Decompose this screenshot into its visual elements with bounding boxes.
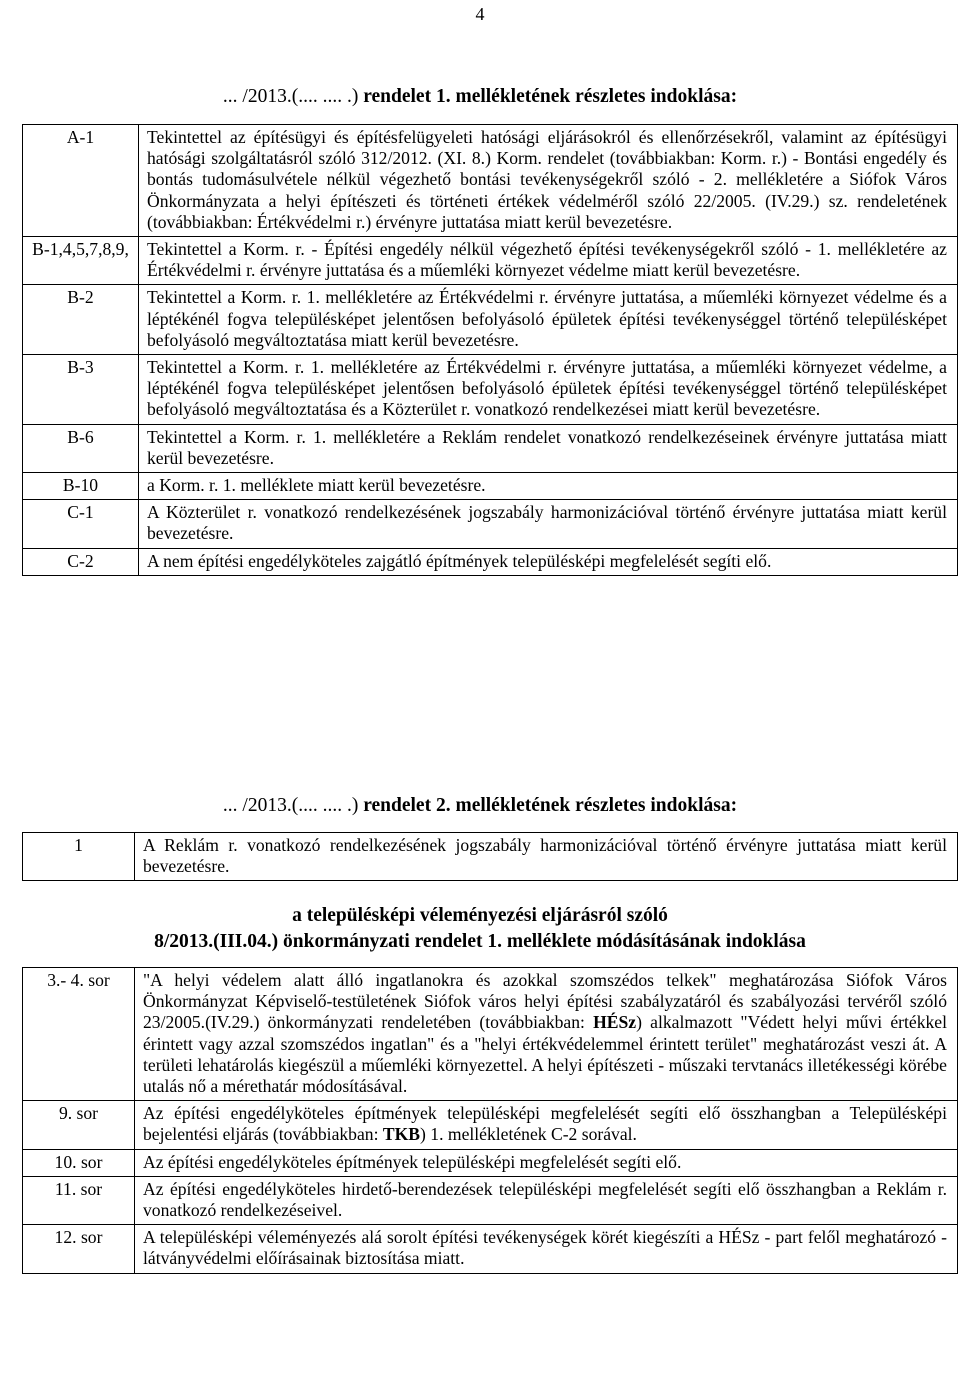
row-text: Tekintettel a Korm. r. - Építési engedély nélkül végezhető építési tevékenységekről szóló - 1. mellékletére az Értékvédelmi r. érvényre juttatása és a műemléki környezet védelme miatt kerül bevezetésre. bbox=[139, 237, 958, 285]
table-row bbox=[23, 237, 958, 285]
row-text: Tekintettel a Korm. r. 1. mellékletére az Értékvédelmi r. érvényre juttatása, a műemléki környezet védelme és a léptékénél fogva településképet jelentősen befolyásoló épületek építési tevékenységgel történő településképet befolyásoló megváltoztatása miatt kerül bevezetésre. bbox=[139, 285, 958, 355]
row-code: 10. sor bbox=[23, 1149, 135, 1176]
row-code: B-6 bbox=[23, 424, 139, 472]
section2-heading-main: rendelet 2. mellékletének részletes indoklása: bbox=[363, 795, 738, 816]
row-code: C-1 bbox=[23, 500, 139, 548]
table-row bbox=[23, 500, 958, 548]
section3-table bbox=[22, 967, 958, 1274]
row-code: 9. sor bbox=[23, 1101, 135, 1149]
row-text: a Korm. r. 1. melléklete miatt kerül bevezetésre. bbox=[139, 473, 958, 500]
row-code: B-10 bbox=[23, 473, 139, 500]
table-row bbox=[23, 424, 958, 472]
section3-heading-line2: 8/2013.(III.04.) önkormányzati rendelet 1. melléklete módásításának indoklása bbox=[154, 931, 806, 952]
table-row bbox=[23, 355, 958, 425]
section3-heading-line1: a településképi véleményezési eljárásról szóló bbox=[292, 905, 668, 926]
table-row bbox=[23, 125, 958, 237]
row-text: A Reklám r. vonatkozó rendelkezésének jogszabály harmonizációval történő érvényre juttatása miatt kerül bevezetésre. bbox=[135, 833, 958, 881]
section1-heading-main: rendelet 1. mellékletének részletes indoklása: bbox=[363, 86, 738, 107]
section1-table bbox=[22, 124, 958, 576]
abbr-bold: TKB bbox=[382, 1124, 421, 1145]
row-text: Az építési engedélyköteles hirdető-berendezések településképi megfelelését segíti elő összhangban a Reklám r. vonatkozó rendelkezéseivel. bbox=[135, 1176, 958, 1224]
section1-heading-prefix: ... /2013.(.... .... .) bbox=[222, 86, 359, 107]
row-text: Tekintettel a Korm. r. 1. mellékletére az Értékvédelmi r. érvényre juttatása, a műemléki környezet védelme, a léptékénél fogva településképet jelentősen befolyásoló épületek építési tevékenységgel történő településképet befolyásoló megváltoztatása és a Közterület r. vonatkozó rendelkezései miatt kerül bevezetésre. bbox=[139, 355, 958, 425]
row-text: A Közterület r. vonatkozó rendelkezésének jogszabály harmonizációval történő érvényre juttatása miatt kerül bevezetésre. bbox=[139, 500, 958, 548]
section2-heading bbox=[0, 795, 960, 817]
table-row bbox=[23, 473, 958, 500]
row-text: "A helyi védelem alatt álló ingatlanokra és azokkal szomszédos telkek" meghatározása Siófok Város Önkormányzat Képviselő-testületének Siófok város helyi építési szabályzatáról és szabályozási tervéről szóló 23/2005.(IV.29.) önkormányzati rendeletében (továbbiakban: HÉSz) alkalmazott "Védett helyi művi értékkel érintett vagy azzal szomszédos ingatlan" és a "helyi értékvédelemmel érintett terület" meghatározást veszi át. A területi lehatárolás kiegészül a műemléki környezettel. A helyi építészeti - műszaki tervtanács illetékességi körébe utalás nő a mérethatár módosításával. bbox=[135, 968, 958, 1101]
table-row bbox=[23, 1101, 958, 1149]
row-code: B-1,4,5,7,8,9, bbox=[23, 237, 139, 285]
abbr-bold: HÉSz bbox=[593, 1012, 637, 1033]
page-number: 4 bbox=[475, 4, 485, 24]
table-row bbox=[23, 968, 958, 1101]
row-code: 12. sor bbox=[23, 1225, 135, 1273]
table-row bbox=[23, 1176, 958, 1224]
row-code: 1 bbox=[23, 833, 135, 881]
section2-heading-prefix: ... /2013.(.... .... .) bbox=[222, 795, 359, 816]
table-row bbox=[23, 1149, 958, 1176]
row-text: A nem építési engedélyköteles zajgátló építmények településképi megfelelését segíti elő. bbox=[139, 548, 958, 575]
table-row bbox=[23, 285, 958, 355]
row-text: Az építési engedélyköteles építmények településképi megfelelését segíti elő összhangban a Településképi bejelentési eljárás (továbbiakban: TKB) 1. mellékletének C-2 sorával. bbox=[135, 1101, 958, 1149]
section1-heading bbox=[0, 86, 960, 108]
row-text: Az építési engedélyköteles építmények településképi megfelelését segíti elő. bbox=[135, 1149, 958, 1176]
row-code: B-2 bbox=[23, 285, 139, 355]
row-code: 11. sor bbox=[23, 1176, 135, 1224]
table-row bbox=[23, 1225, 958, 1273]
row-text: Tekintettel a Korm. r. 1. mellékletére a Reklám rendelet vonatkozó rendelkezéseinek érvényre juttatása miatt kerül bevezetésre. bbox=[139, 424, 958, 472]
section2-table bbox=[22, 832, 958, 881]
table-row bbox=[23, 548, 958, 575]
row-code: B-3 bbox=[23, 355, 139, 425]
table-row bbox=[23, 833, 958, 881]
row-text: A településképi véleményezés alá sorolt építési tevékenységek körét kiegészíti a HÉSz - part felől meghatározó - látványvédelmi előírásainak biztosítása miatt. bbox=[135, 1225, 958, 1273]
row-code: C-2 bbox=[23, 548, 139, 575]
row-text: Tekintettel az építésügyi és építésfelügyeleti hatósági eljárásokról és ellenőrzésekről, valamint az építésügyi hatósági szolgáltatásról szóló 312/2012. (XI. 8.) Korm. rendelet (továbbiakban: Korm. r.) - Bontási engedély és bontás tudomásulvétele nélkül végezhető bontási tevékenységekről szóló - 2. mellékletére a Siófok Város Önkormányzata a helyi építészeti és történeti értékek védelméről szóló 22/2005. (IV.29.) sz. rendeletének (továbbiakban: Értékvédelmi r.) érvényre juttatása miatt kerül bevezetésre. bbox=[139, 125, 958, 237]
row-code: 3.- 4. sor bbox=[23, 968, 135, 1101]
row-code: A-1 bbox=[23, 125, 139, 237]
